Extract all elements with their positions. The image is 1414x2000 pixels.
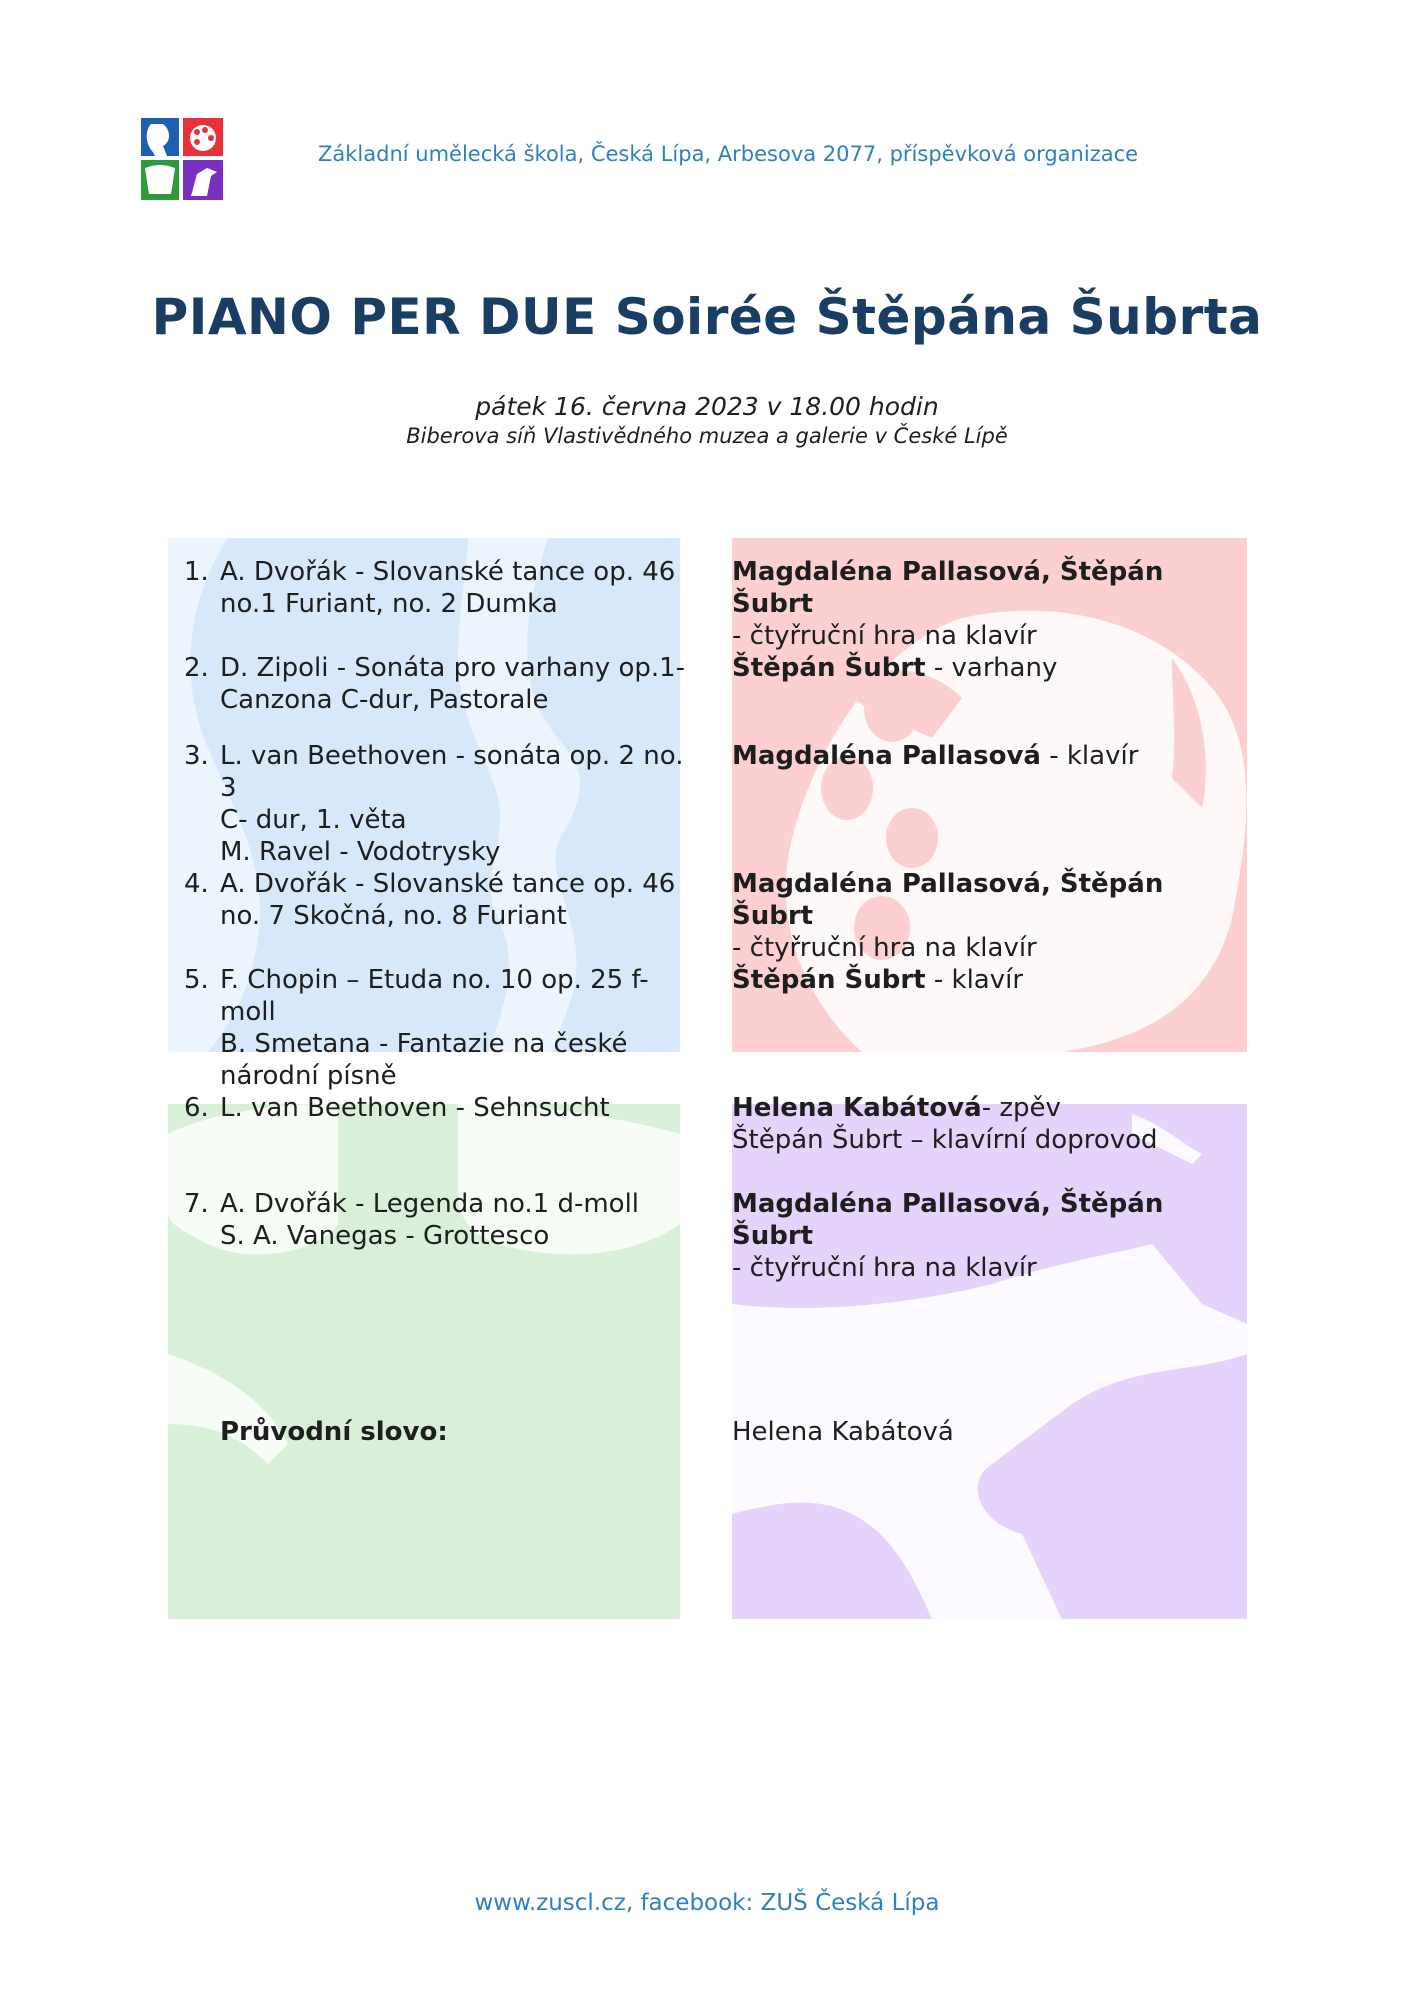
event-date: pátek 16. června 2023 v 18.00 hodin [475,392,939,421]
background-panel-purple [732,1104,1247,1619]
item-number: 6. [184,1093,209,1123]
item-work [220,964,700,1092]
work-line: S. A. Vanegas - Grottesco [220,1221,550,1251]
item-number: 5. [184,965,209,995]
performer-role: - zpěv [981,1093,1061,1123]
item-performers [732,556,1252,652]
performer-names: Magdaléna Pallasová, Štěpán Šubrt [732,1189,1164,1251]
item-number: 3. [184,741,209,771]
school-logo [141,118,223,200]
work-line: A. Dvořák - Slovanské tance op. 46 [220,869,676,899]
performer-role: - klavír [925,965,1024,995]
performer-names: Magdaléna Pallasová, Štěpán Šubrt [732,869,1164,931]
performer-line2: Štěpán Šubrt – klavírní doprovod [732,1125,1158,1155]
performer-names: Helena Kabátová [732,1093,982,1123]
performer-names: Štěpán Šubrt [732,965,926,995]
performer-role: - varhany [925,653,1058,683]
moderator-name: Helena Kabátová [732,1417,954,1447]
work-line: no. 7 Skočná, no. 8 Furiant [220,901,567,931]
work-line: F. Chopin – Etuda no. 10 op. 25 f-moll [220,965,649,1027]
work-line: B. Smetana - Fantazie na české [220,1029,628,1059]
performer-line2: - čtyřruční hra na klavír [732,1253,1037,1283]
work-line: no.1 Furiant, no. 2 Dumka [220,589,558,619]
work-line: A. Dvořák - Legenda no.1 d-moll [220,1189,640,1219]
work-line: M. Ravel - Vodotrysky [220,837,501,867]
item-performers [732,652,1252,684]
work-line: národní písně [220,1061,397,1091]
work-line: Canzona C-dur, Pastorale [220,685,549,715]
item-performers [732,1188,1252,1284]
item-performers [732,740,1252,772]
item-number: 4. [184,869,209,899]
item-work [220,1188,700,1252]
work-line: L. van Beethoven - Sehnsucht [220,1093,610,1123]
work-line: C- dur, 1. věta [220,805,407,835]
item-work [220,1092,700,1124]
item-work [220,740,700,868]
item-work [220,556,700,620]
work-line: L. van Beethoven - sonáta op. 2 no. 3 [220,741,684,803]
footer-links[interactable]: www.zuscl.cz, facebook: ZUŠ Česká Lípa [474,1890,940,1916]
item-performers [732,964,1252,996]
organization-name: Základní umělecká škola, Česká Lípa, Arbesova 2077, příspěvková organizace [318,142,1139,166]
performer-names: Štěpán Šubrt [732,653,926,683]
performer-names: Magdaléna Pallasová [732,741,1041,771]
page-title: PIANO PER DUE Soirée Štěpána Šubrta [151,288,1263,346]
item-work [220,652,700,716]
event-venue: Biberova síň Vlastivědného muzea a galerie v České Lípě [406,424,1008,448]
moderator-label: Průvodní slovo: [220,1417,448,1447]
performer-line2: - čtyřruční hra na klavír [732,621,1037,651]
performer-role: - klavír [1040,741,1139,771]
work-line: D. Zipoli - Sonáta pro varhany op.1- [220,653,686,683]
item-performers [732,1092,1252,1156]
background-panel-green [168,1104,680,1619]
performer-line2: - čtyřruční hra na klavír [732,933,1037,963]
performer-names: Magdaléna Pallasová, Štěpán Šubrt [732,557,1164,619]
item-number: 2. [184,653,209,683]
work-line: A. Dvořák - Slovanské tance op. 46 [220,557,676,587]
item-work [220,868,700,932]
item-performers [732,868,1252,964]
item-number: 1. [184,557,209,587]
item-number: 7. [184,1189,209,1219]
